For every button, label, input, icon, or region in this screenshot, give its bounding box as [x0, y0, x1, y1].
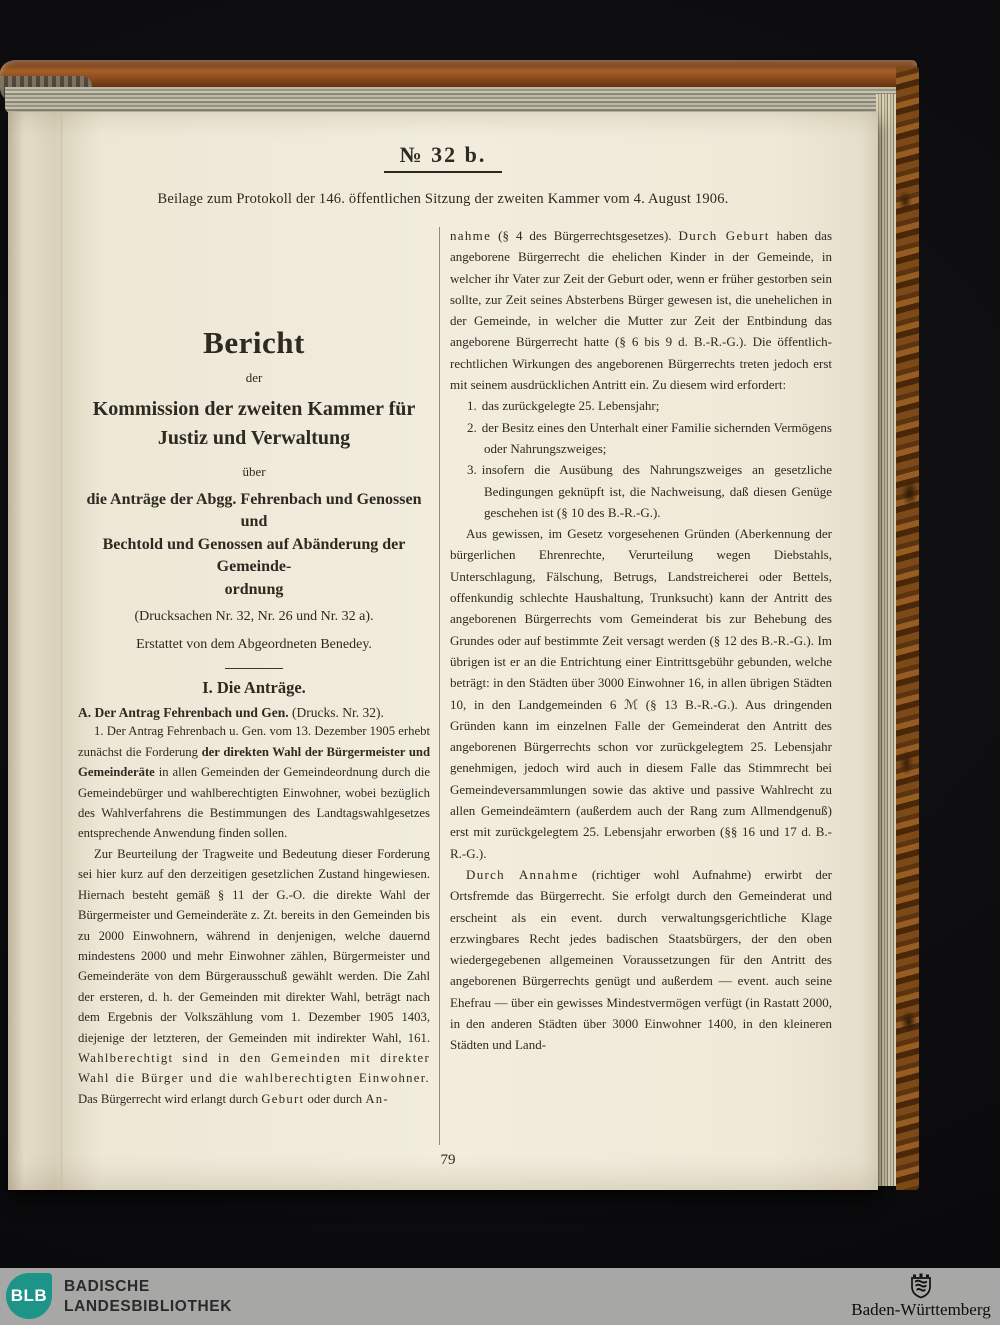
protocol-line: Beilage zum Protokoll der 146. öffentlichen Sitzung der zweiten Kammer vom 4. August 1906.	[157, 191, 729, 207]
two-column-text	[78, 225, 832, 1145]
left-column	[78, 225, 430, 1145]
report-title: Bericht	[203, 325, 305, 360]
library-footer-bar	[0, 1268, 1000, 1325]
paragraph: 1. Der Antrag Fehrenbach u. Gen. vom 13. Dezember 1905 erhebt zunächst die Forderung der direkten Wahl der Bürgermeister und Gemeinderäte in allen Gemeinden der Gemeindeordnung durch die Gemeindebürger und wahlberechtigten Einwohner, wobei bezüglich des Wahlverfahrens die Bestimmungen des Landtagswahlgesetzes entsprechende Anwendung finden sollen.	[78, 724, 430, 841]
list-item: 1. das zurückgelegte 25. Lebensjahr;	[467, 398, 660, 414]
right-column	[450, 225, 832, 1145]
state-branding	[848, 1270, 994, 1320]
book-cover-edge	[896, 66, 919, 1190]
title-ueber: über	[242, 464, 266, 479]
column-divider	[439, 227, 440, 1145]
list-item: 3. insofern die Ausübung des Nahrungszweiges an gesetzliche Bedingungen geknüpft ist, die Nachweisung, daß diesen Genüge geschehen ist (§ 10 des B.-R.-G.).	[467, 462, 832, 520]
list-item: 2. der Besitz eines den Unterhalt einer Familie sichernden Vermögens oder Nahrungszweiges;	[467, 419, 832, 456]
book-top-page-edges	[5, 87, 898, 113]
committee-line: Kommission der zweiten Kammer für Justiz und Verwaltung	[92, 398, 416, 449]
paragraph: Zur Beurteilung der Tragweite und Bedeutung dieser Forderung sei hier kurz auf den derzeitigen gesetzlichen Zustand hingewiesen. Hiernach besteht gemäß § 11 der G.-O. die direkte Wahl der Bürgermeister und Gemeinderäte z. Zt. bereits in den Gemeinden bis zu 2000 Einwohnern, während in denjenigen, welche dauernd mindestens 2000 und mehr Einwohner zählen, Bürgermeister und Gemeinderäte von dem Bürgerausschuß gewählt werden. Die Zahl der ersteren, d. h. der Gemeinden mit direkter Wahl, beträgt nach dem Ergebnis der Volkszählung vom 1. Dezember 1905 1403, diejenige der letzteren, der Gemeinden mit indirekter Wahl, 161. Wahlberechtigt sind in den Gemeinden mit direkter Wahl die Bürger und die wahlberechtigten Einwohner. Das Bürgerrecht wird erlangt durch Geburt oder durch An-	[78, 846, 430, 1106]
section-heading: I. Die Anträge.	[202, 678, 306, 698]
state-label: Baden-Württemberg	[851, 1300, 991, 1319]
blb-logo-icon: BLB	[6, 1273, 52, 1319]
doc-number: № 32 b.	[384, 142, 503, 173]
library-name: BADISCHE LANDESBIBLIOTHEK	[64, 1278, 233, 1315]
scanned-page	[8, 112, 878, 1190]
subject-line: die Anträge der Abgg. Fehrenbach und Genossen und Bechtold und Genossen auf Abänderung der Gemeinde- ordnung	[86, 491, 422, 598]
title-der: der	[245, 370, 263, 385]
separator-rule	[225, 668, 283, 670]
title-block	[78, 325, 430, 669]
paragraph: Aus gewissen, im Gesetz vorgesehenen Gründen (Aberkennung der bürgerlichen Ehrenrechte, Verurteilung wegen Diebstahls, Unterschlagung, Fälschung, Betrugs, Landstreicherei oder Bettels, offenkundig schlechte Haushaltung, Trunksucht) kann der Antritt des angeborenen Bürgerrechts vom Gemeinderat bis zur Behebung des Grundes oder auf bestimmte Zeit versagt werden (§ 12 des B.-R.-G.). Im übrigen ist er an die Entrichtung einer Eintrittsgebühr gebunden, welche beträgt: in den Städten über 3000 Einwohner 16, in allen übrigen Städten 10, in den Landgemeinden 6 ℳ (§ 13 B.-R.-G.). Aus dringenden Gründen kann im einzelnen Falle der Gemeinderat den Antritt des angeborenen Bürgerrechts schon vor zurückgelegtem 25. Lebensjahr genehmigen, jedoch wird auch in diesem Falle das Stimmrecht bei Gemeindeversammlungen sowie das aktive und passive Wahlrecht zu allen Gemeindeämtern (außerdem auch der Rang zum Allmendgenuß) erst mit zurückgelegtem 25. Lebensjahr erworben (§§ 16 und 17 d. B.-R.-G.).	[450, 526, 832, 861]
subsection-heading: A. Der Antrag Fehrenbach und Gen. (Drucks. Nr. 32).	[78, 705, 384, 721]
doc-number-row	[8, 142, 878, 173]
erstattet-line: Erstattet von dem Abgeordneten Benedey.	[136, 636, 372, 652]
paragraph: nahme (§ 4 des Bürgerrechtsgesetzes). Durch Geburt haben das angeborene Bürgerrecht die ehelichen Kinder in der Gemeinde, in welcher ihr Vater zur Zeit der Geburt oder, wenn er früher gestorben sein sollte, zur Zeit seines Absterbens Bürger gewesen ist, die unehelichen in der Gemeinde, in welcher die Mutter zur Zeit der Entbindung das angeborene Bürgerrecht hatte (§ 6 bis 9 d. B.-R.-G.). Die öffentlich-rechtlichen Wirkungen des angeborenen Bürgerrechts treten jedoch erst mit seinem ausdrücklichen Antritt ein. Zu diesem wird erfordert:	[450, 228, 833, 393]
baden-wuerttemberg-coat-of-arms-icon	[909, 1272, 933, 1299]
book-fore-edge	[876, 94, 896, 1186]
paragraph: Durch Annahme (richtiger wohl Aufnahme) erwirbt der Ortsfremde das Bürgerrecht. Sie erfolgt durch den Gemeinderat und erscheint als ein event. durch verwaltungsgerichtliche Klage erzwingbares Recht jedes badischen Staatsbürgers, der den oben wiedergegebenen allgemeinen Voraussetzungen für den Antritt des angeborenen Bürgerrechts genügt und außerdem — event. auch seine Ehefrau — über ein gewisses Mindestvermögen verfügt (in Rastatt 2000, in den anderen Städten über 3000 Einwohner 1400, in den kleineren Städten und Land-	[450, 866, 832, 1053]
drucksachen-line: (Drucksachen Nr. 32, Nr. 26 und Nr. 32 a).	[134, 608, 374, 624]
page-number: 79	[440, 1152, 456, 1168]
